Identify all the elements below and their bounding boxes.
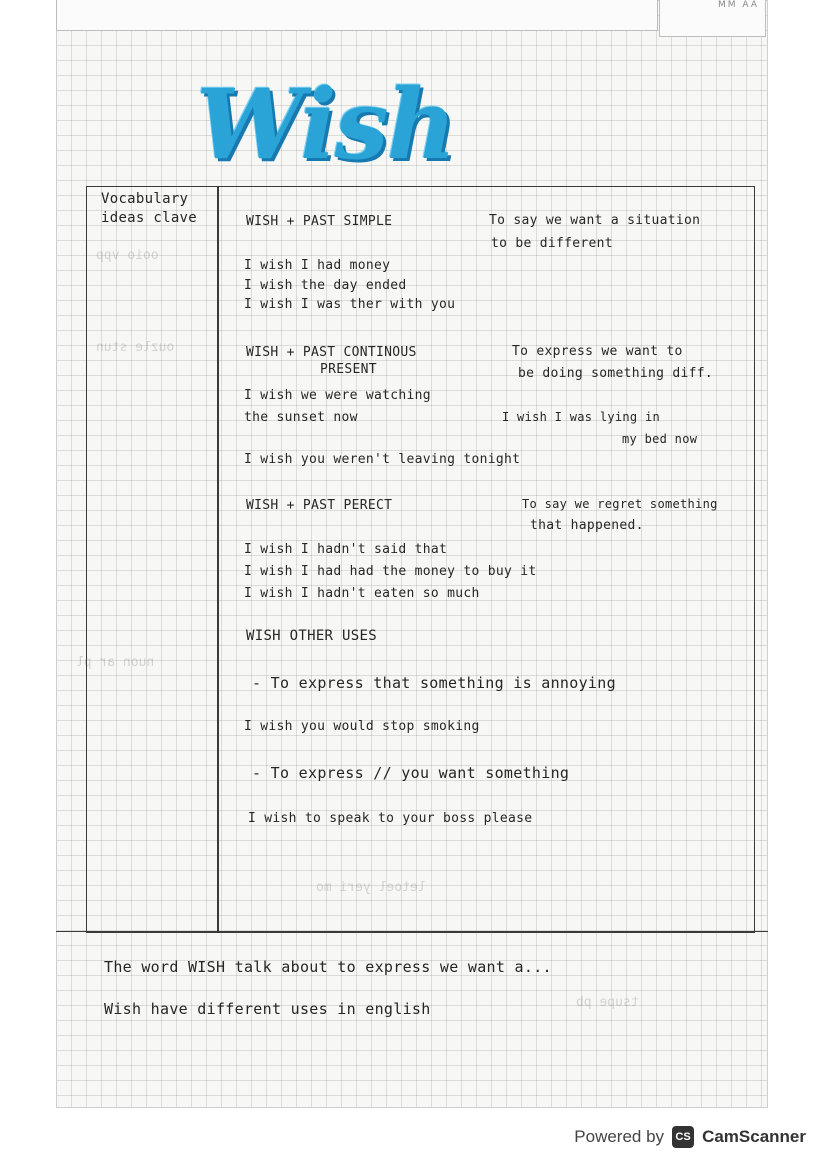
- past-continuous-example: I wish you weren't leaving tonight: [244, 452, 521, 467]
- date-label: MM AA: [718, 0, 759, 10]
- past-continuous-side-2: my bed now: [622, 432, 698, 446]
- past-perfect-expl-1: To say we regret something: [522, 497, 718, 511]
- date-box: [659, 0, 766, 37]
- past-perfect-example: I wish I had had the money to buy it: [244, 564, 537, 579]
- past-continuous-example: the sunset now: [244, 410, 358, 425]
- summary-box: [56, 931, 768, 1050]
- camscanner-logo-icon: CS: [672, 1126, 694, 1148]
- past-perfect-expl-2: that happened.: [530, 518, 644, 533]
- past-simple-expl-2: to be different: [491, 236, 613, 251]
- notebook-page: [56, 0, 768, 1108]
- page-title: Wish: [196, 68, 455, 181]
- other-uses-heading: WISH OTHER USES: [246, 628, 377, 644]
- vocab-header-line2: ideas clave: [101, 210, 198, 226]
- powered-by-label: Powered by: [574, 1127, 665, 1146]
- past-simple-heading: WISH + PAST SIMPLE: [246, 214, 393, 229]
- past-continuous-expl-1: To express we want to: [512, 344, 683, 359]
- past-simple-expl-1: To say we want a situation: [489, 213, 701, 228]
- past-simple-example: I wish I had money: [244, 258, 391, 273]
- past-continuous-heading-2: PRESENT: [320, 362, 377, 377]
- past-continuous-expl-2: be doing something diff.: [518, 366, 714, 381]
- past-perfect-example: I wish I hadn't eaten so much: [244, 586, 480, 601]
- past-simple-example: I wish I was ther with you: [244, 297, 456, 312]
- header-box: [56, 0, 658, 31]
- column-divider: [217, 186, 219, 931]
- past-continuous-heading: WISH + PAST CONTINOUS: [246, 345, 417, 360]
- camscanner-footer: [574, 1126, 806, 1148]
- vocab-header-line1: Vocabulary: [101, 191, 189, 207]
- bleed-through-text: nuon ar pl: [76, 655, 155, 670]
- bleed-through-text: ouzle stun: [96, 340, 175, 355]
- bleed-through-text: ooio vpp: [96, 248, 159, 263]
- other-uses-item: I wish you would stop smoking: [244, 719, 480, 734]
- other-uses-item: - To express that something is annoying: [252, 674, 616, 692]
- past-continuous-side-1: I wish I was lying in: [502, 410, 661, 424]
- bleed-through-text: tsupe pb: [576, 995, 639, 1010]
- past-simple-example: I wish the day ended: [244, 278, 407, 293]
- past-continuous-example: I wish we were watching: [244, 388, 431, 403]
- summary-line-1: The word WISH talk about to express we want a...: [104, 958, 552, 976]
- bleed-through-text: letoel yeri mo: [316, 880, 426, 895]
- other-uses-item: - To express // you want something: [252, 764, 570, 782]
- past-perfect-example: I wish I hadn't said that: [244, 542, 448, 557]
- summary-line-2: Wish have different uses in english: [104, 1000, 431, 1018]
- past-perfect-heading: WISH + PAST PERECT: [246, 498, 393, 513]
- other-uses-item: I wish to speak to your boss please: [248, 811, 533, 826]
- camscanner-brand: CamScanner: [702, 1127, 806, 1146]
